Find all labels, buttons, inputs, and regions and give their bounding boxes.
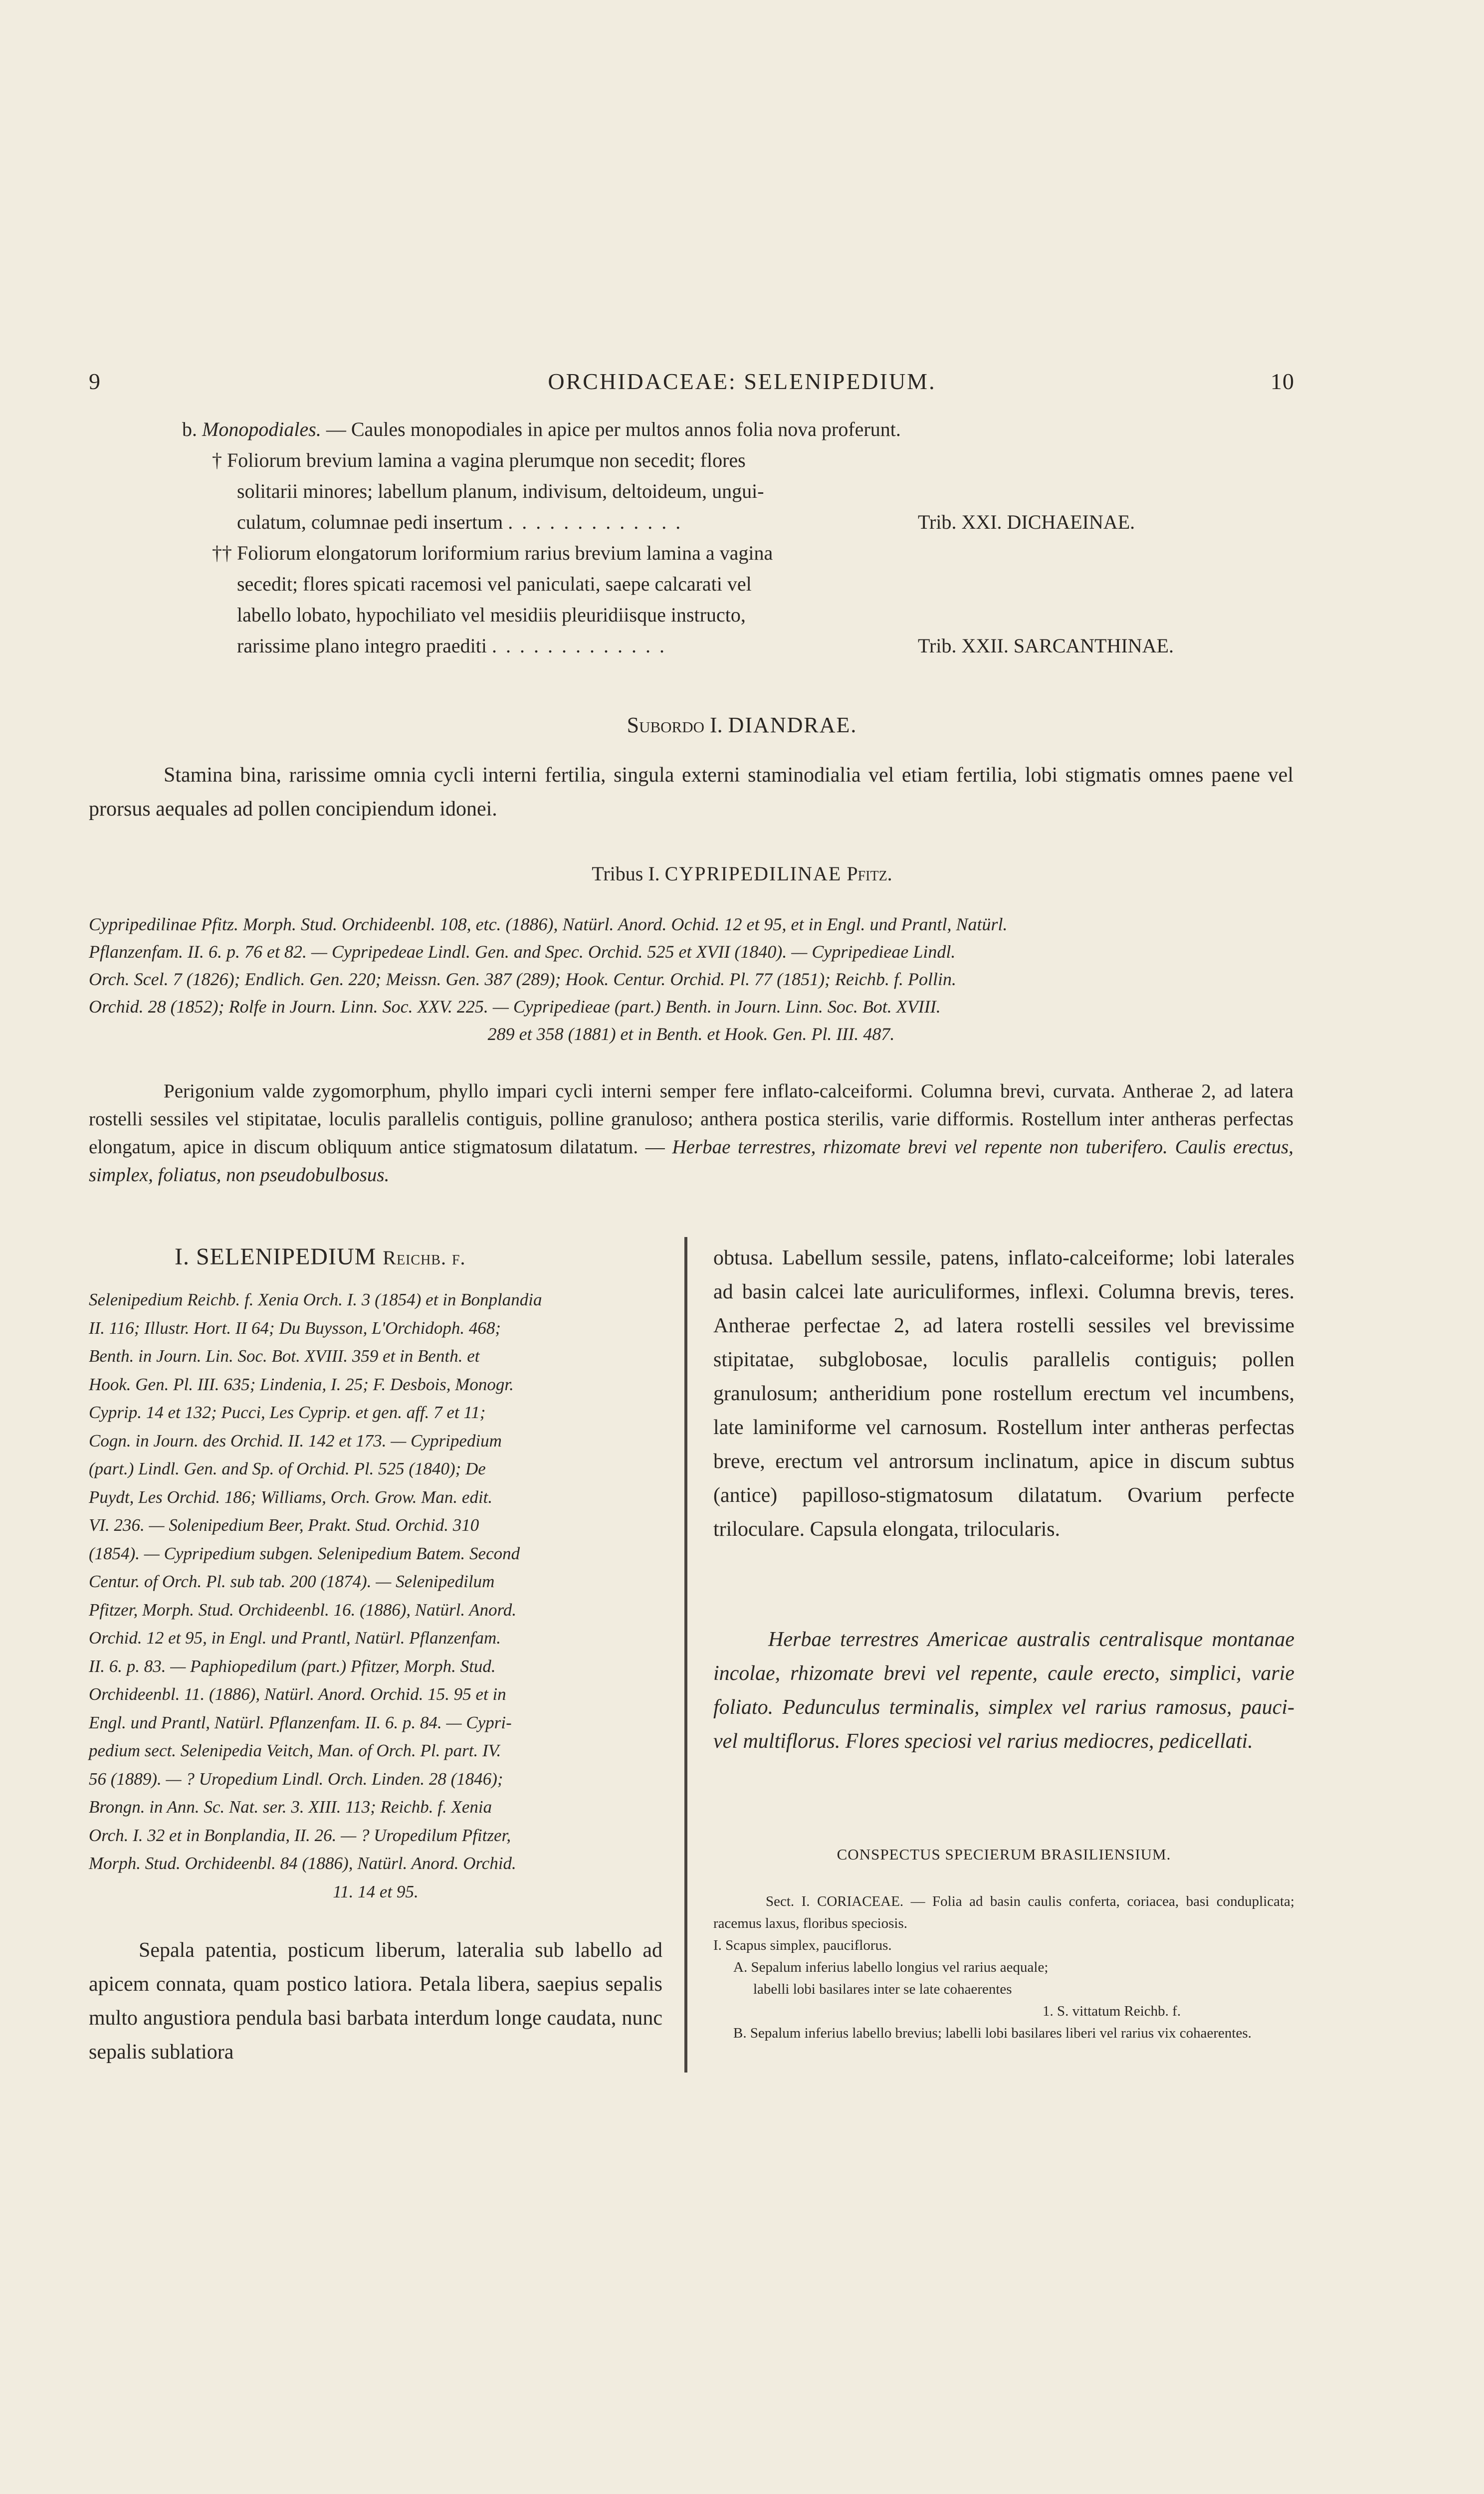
genus-description-right: obtusa. Labellum sessile, patens, inflato-calceiforme; lobi laterales ad basin calcei late auriculiformes, inflexi. Columna brevis, teres. Antherae perfectae 2, ad latera rostelli sessiles vel brevissime stipitatae, subglobosae, loculis parallelis contiguis; pollen granulosum; antheridium pone rostellum erectum vel incumbens, late laminiforme vel carnosum. Rostellum inter antheras perfectas breve, erectum vel antrorsum inclinatum, apice in discum subtus (antice) papilloso-stigmatosum dilatatum. Ovarium perfecte triloculare. Capsula elongata, trilocularis.	[713, 1247, 1294, 1541]
conspectus-A: A. Sepalum inferius labello longius vel rarius aequale;	[733, 1959, 1049, 1975]
conspectus-B: B. Sepalum inferius labello brevius; labelli lobi basilares liberi vel rarius vix cohaerentes.	[733, 2025, 1252, 2041]
key-b-text: — Caules monopodiales in apice per multos annos folia nova proferunt.	[321, 418, 901, 440]
column-divider	[684, 1237, 687, 2073]
key-dagger2-line3: labello lobato, hypochiliato vel mesidiis pleuridiisque instructo,	[237, 604, 746, 626]
subordo-heading: Subordo I. DIANDRAE.	[627, 713, 857, 737]
key-dagger1-line1: † Foliorum brevium lamina a vagina plerumque non secedit; flores	[212, 449, 746, 471]
running-title: ORCHIDACEAE: SELENIPEDIUM.	[548, 369, 936, 394]
key-dagger2-line1: †† Foliorum elongatorum loriformium rarius brevium lamina a vagina	[212, 542, 773, 564]
key-b-label: b.	[182, 418, 197, 440]
genus-heading: I. SELENIPEDIUM Reichb. f.	[175, 1244, 466, 1270]
synonymy-line: 289 et 358 (1881) et in Benth. et Hook. Gen. Pl. III. 487.	[487, 1024, 895, 1044]
key-dagger1-line3: culatum, columnae pedi insertum ............. Trib. XXI. DICHAEINAE.	[182, 507, 1299, 538]
key-dagger2-line4: rarissime plano integro praediti ............. Trib. XXII. SARCANTHINAE.	[182, 630, 1299, 661]
tribus-description: Perigonium valde zygomorphum, phyllo impari cycli interni semper fere inflato-calceiformi. Columna brevi, curvata. Antherae 2, ad latera rostelli sessiles vel stipitatae, loculis parallelis contiguis, polline granuloso; anthera postica sterilis, varie difformis. Rostellum inter antheras perfectas elongatum, apice in discum obliquum antice stigmatosum dilatatum. — Herbae terrestres, rhizomate brevi vel repente non tuberifero. Caulis erectus, simplex, foliatus, non pseudobulbosus.	[89, 1080, 1293, 1186]
conspectus-title: CONSPECTUS SPECIERUM BRASILIENSIUM.	[837, 1846, 1171, 1863]
conspectus-A2: labelli lobi basilares inter se late cohaerentes	[753, 1981, 1012, 1997]
page-number-right: 10	[1271, 369, 1294, 394]
synonymy-line: Orch. Scel. 7 (1826); Endlich. Gen. 220; Meissn. Gen. 387 (289); Hook. Centur. Orchid. Pl. 77 (1851); Reichb. f. Pollin.	[89, 969, 956, 989]
synonymy-line: Orchid. 28 (1852); Rolfe in Journ. Linn. Soc. XXV. 225. — Cypripedieae (part.) Benth. in Journ. Linn. Soc. Bot. XVIII.	[89, 997, 941, 1017]
conspectus-I: I. Scapus simplex, pauciflorus.	[713, 1937, 892, 1953]
conspectus-species: 1. S. vittatum Reichb. f.	[1043, 2003, 1181, 2019]
leader-dots: .............	[508, 511, 690, 533]
leader-dots: .............	[491, 634, 673, 657]
conspectus-sect: Sect. I. CORIACEAE. — Folia ad basin caulis conferta, coriacea, basi conduplicata; racemus laxus, floribus speciosis.	[713, 1893, 1294, 1931]
page-number-left: 9	[89, 369, 101, 394]
tribus-synonymy	[89, 911, 1293, 1048]
subordo-description: Stamina bina, rarissime omnia cycli interni fertilia, singula externi staminodialia vel etiam fertilia, lobi stigmatis omnes paene vel prorsus aequales ad pollen concipiendum idonei.	[89, 764, 1293, 821]
key-b-name: Monopodiales.	[202, 418, 321, 440]
key-dagger1-line2: solitarii minores; labellum planum, indivisum, deltoideum, ungui-	[237, 480, 764, 502]
trib-sarcanthinae: Trib. XXII. SARCANTHINAE.	[918, 634, 1174, 657]
trib-dichaeinae: Trib. XXI. DICHAEINAE.	[918, 511, 1135, 533]
synonymy-line: Cypripedilinae Pfitz. Morph. Stud. Orchideenbl. 108, etc. (1886), Natürl. Anord. Ochid. 12 et 95, et in Engl. und Prantl, Natürl.	[89, 914, 1008, 934]
genus-habit: Herbae terrestres Americae australis centralisque montanae incolae, rhizomate brevi vel repente, caule erecto, simplici, varie foliato. Pedunculus terminalis, simplex vel rarius ramosus, pauci- vel multiflorus. Flores speciosi vel rarius mediocres, pedicellati.	[713, 1628, 1294, 1753]
synonymy-line: Pflanzenfam. II. 6. p. 76 et 82. — Cypripedeae Lindl. Gen. and Spec. Orchid. 525 et XVII (1840). — Cypripedieae Lindl.	[89, 942, 956, 962]
key-dagger2-line2: secedit; flores spicati racemosi vel paniculati, saepe calcarati vel	[237, 573, 752, 595]
conspectus-key	[713, 1890, 1294, 2044]
tribus-heading: Tribus I. CYPRIPEDILINAE Pfitz.	[592, 862, 892, 885]
key-row-b	[182, 414, 1299, 445]
tribe-key	[182, 414, 1299, 661]
genus-synonymy: Selenipedium Reichb. f. Xenia Orch. I. 3 (1854) et in Bonplandia II. 116; Illustr. Hort. II 64; Du Buysson, L'Orchidoph. 468; Benth. in Journ. Lin. Soc. Bot. XVIII. 359 et in Benth. et Hook. Gen. Pl. III. 635; Lindenia, I. 25; F. Desbois, Monogr. Cyprip. 14 et 132; Pucci, Les Cyprip. et gen. aff. 7 et 11; Cogn. in Journ. des Orchid. II. 142 et 173. — Cypripedium (part.) Lindl. Gen. and Sp. of Orchid. Pl. 525 (1840); De Puydt, Les Orchid. 186; Williams, Orch. Grow. Man. edit. VI. 236. — Solenipedium Beer, Prakt. Stud. Orchid. 310 (1854). — Cypripedium subgen. Selenipedium Batem. Second Centur. of Orch. Pl. sub tab. 200 (1874). — Selenipedilum Pfitzer, Morph. Stud. Orchideenbl. 16. (1886), Natürl. Anord. Orchid. 12 et 95, in Engl. und Prantl, Natürl. Pflanzenfam. II. 6. p. 83. — Paphiopedilum (part.) Pfitzer, Morph. Stud. Orchideenbl. 11. (1886), Natürl. Anord. Orchid. 15. 95 et in Engl. und Prantl, Natürl. Pflanzenfam. II. 6. p. 84. — Cypri- pedium sect. Selenipedia Veitch, Man. of Orch. Pl. part. IV. 56 (1889). — ? Uropedium Lindl. Orch. Linden. 28 (1846); Brongn. in Ann. Sc. Nat. ser. 3. XIII. 113; Reichb. f. Xenia Orch. I. 32 et in Bonplandia, II. 26. — ? Uropedilum Pfitzer, Morph. Stud. Orchideenbl. 84 (1886), Natürl. Anord. Orchid. 11. 14 et 95.	[89, 1290, 542, 1901]
genus-description-left: Sepala patentia, posticum liberum, lateralia sub labello ad apicem connata, quam postico latiora. Petala libera, saepius sepalis multo angustiora pendula basi barbata interdum longe caudata, nunc sepalis sublatiora	[89, 1939, 662, 2064]
